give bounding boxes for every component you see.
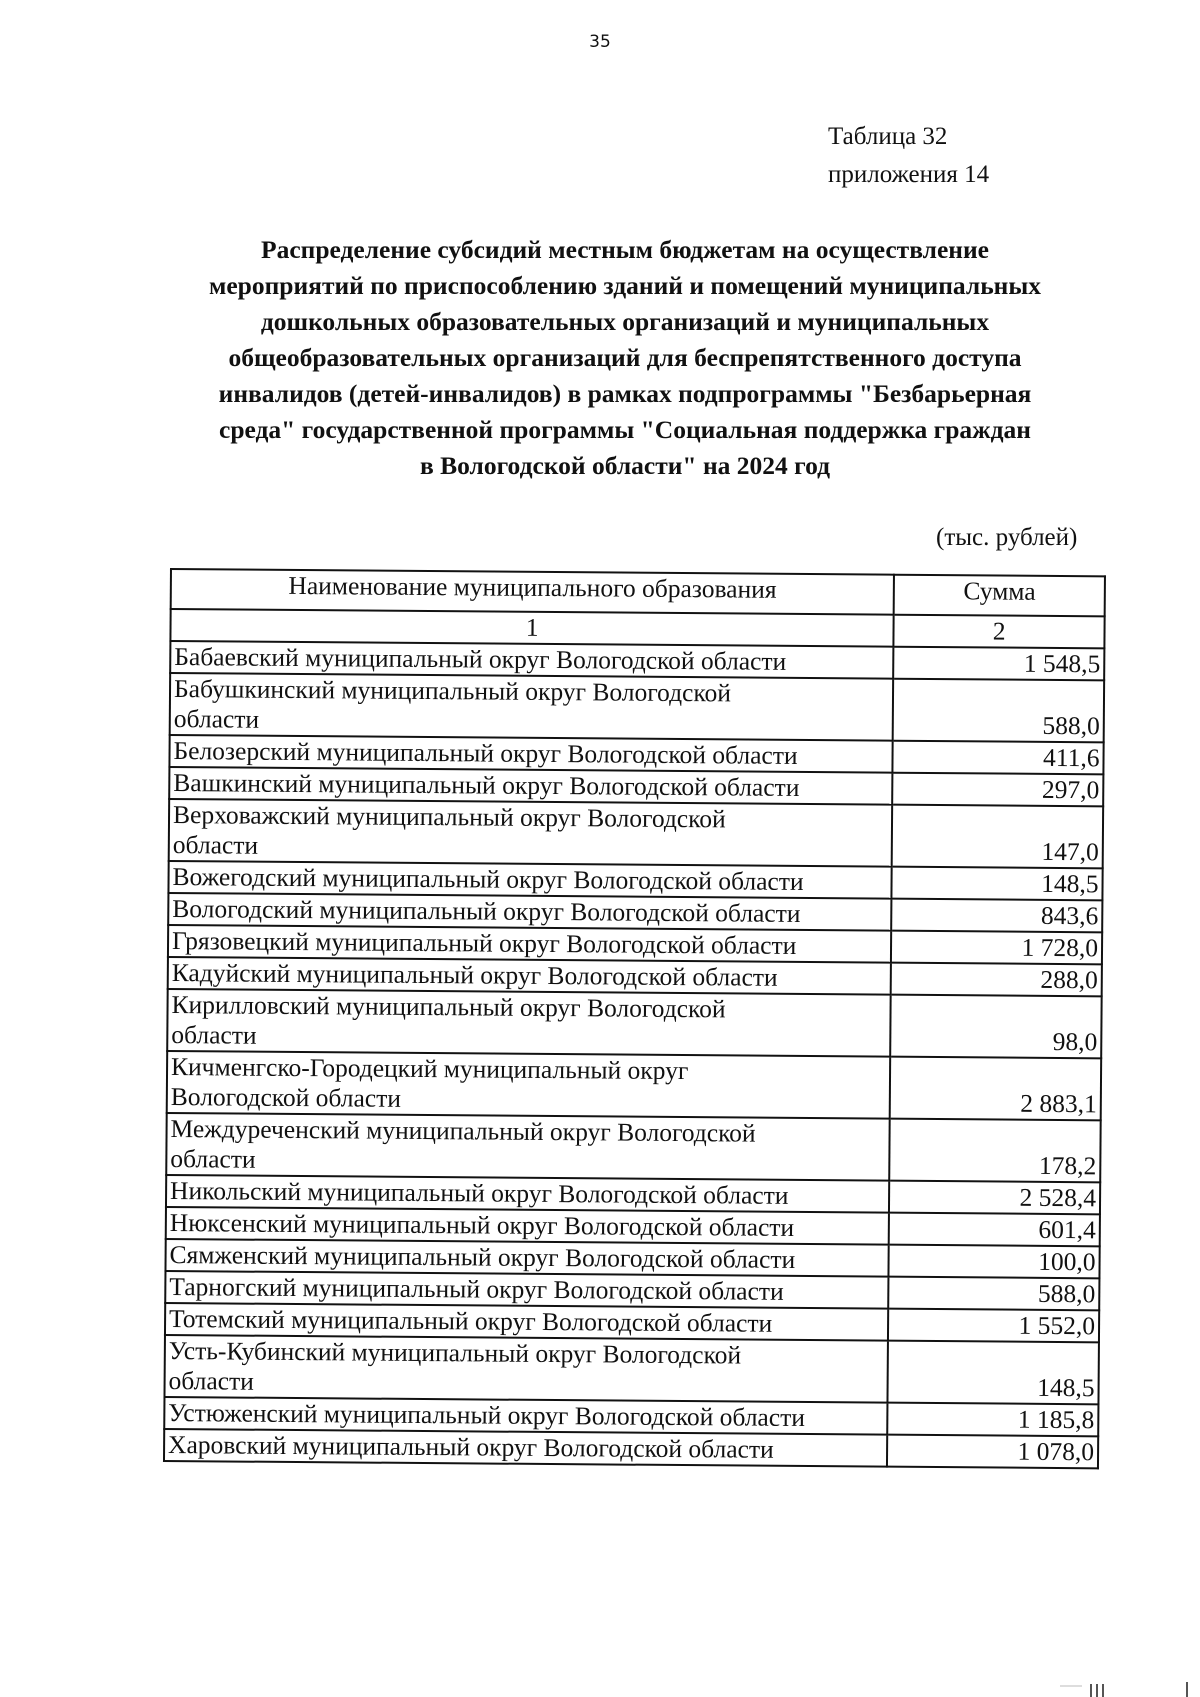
- column-index: 1: [170, 609, 894, 647]
- subsidy-amount: 98,0: [891, 995, 1102, 1059]
- municipality-name-line: Никольский муниципальный округ Вологодской области: [169, 1176, 789, 1210]
- municipality-name: [167, 1051, 891, 1119]
- title-line: дошкольных образовательных организаций и муниципальных: [260, 307, 990, 336]
- table-body: [164, 641, 1104, 1468]
- table-row: [164, 1429, 1098, 1468]
- municipality-name-line: Сямженский муниципальный округ Вологодской области: [169, 1240, 796, 1274]
- scan-artifact: [1060, 1682, 1190, 1697]
- subsidy-amount: 1 728,0: [891, 931, 1102, 965]
- subsidy-amount: 411,6: [893, 741, 1104, 775]
- title-line: мероприятий по приспособлению зданий и помещений муниципальных: [208, 271, 1042, 300]
- column-header-name: Наименование муниципального образования: [171, 569, 895, 615]
- municipality-name-line: Вологодской области: [170, 1082, 402, 1113]
- municipality-name: [166, 1113, 890, 1181]
- municipality-name-line: Грязовецкий муниципальный округ Вологодской области: [171, 926, 797, 960]
- municipality-name-line: области: [168, 1366, 254, 1396]
- subsidy-amount: 297,0: [893, 773, 1104, 807]
- page-number: 35: [589, 32, 611, 52]
- subsidy-amount: 2 883,1: [890, 1057, 1101, 1121]
- municipality-name-line: Тарногский муниципальный округ Вологодской области: [169, 1272, 784, 1306]
- municipality-name-line: Устюженский муниципальный округ Вологодской области: [168, 1398, 806, 1433]
- title-line: в Вологодской области" на 2024 год: [419, 451, 831, 480]
- appendix-reference: приложения 14: [828, 161, 990, 188]
- municipality-name: [164, 1429, 888, 1467]
- subsidy-amount: 1 548,5: [894, 647, 1105, 681]
- table-row: [166, 1113, 1100, 1182]
- table-row: [167, 989, 1101, 1058]
- subsidy-amount: 178,2: [890, 1119, 1101, 1183]
- municipality-name-line: Вашкинский муниципальный округ Вологодской области: [173, 768, 800, 802]
- table-row: [164, 1335, 1098, 1404]
- subsidy-amount: 148,5: [888, 1341, 1099, 1405]
- municipality-name-line: Тотемский муниципальный округ Вологодской области: [168, 1304, 773, 1338]
- subsidy-amount: 843,6: [892, 899, 1103, 933]
- municipality-name-line: области: [171, 1020, 257, 1050]
- municipality-name: [164, 1335, 888, 1403]
- municipality-name-line: Бабушкинский муниципальный округ Вологодской: [173, 674, 732, 708]
- distribution-table: [163, 568, 1106, 1469]
- column-index: 2: [894, 615, 1105, 649]
- municipality-name-line: Кирилловский муниципальный округ Вологодской: [171, 990, 726, 1024]
- municipality-name-line: Междуреченский муниципальный округ Вологодской: [170, 1114, 756, 1148]
- title-line: среда" государственной программы "Социальная поддержка граждан: [219, 415, 1031, 444]
- document-title: [150, 232, 1100, 484]
- column-header-sum: Сумма: [894, 575, 1105, 617]
- municipality-name-line: Кадуйский муниципальный округ Вологодской области: [171, 958, 778, 992]
- table-row: [170, 673, 1104, 742]
- municipality-name-line: Кичменгско-Городецкий муниципальный округ: [170, 1052, 689, 1086]
- subsidy-amount: 1 078,0: [887, 1435, 1098, 1469]
- municipality-name-line: области: [173, 704, 260, 734]
- title-line: инвалидов (детей-инвалидов) в рамках подпрограммы "Безбарьерная: [218, 379, 1032, 408]
- table-reference: [828, 118, 989, 194]
- municipality-name-line: области: [170, 1144, 256, 1174]
- municipality-name-line: Белозерский муниципальный округ Вологодской области: [173, 736, 798, 770]
- municipality-name: [169, 799, 893, 867]
- municipality-name-line: Усть-Кубинский муниципальный округ Вологодской: [168, 1336, 742, 1370]
- subsidy-amount: 588,0: [889, 1277, 1100, 1311]
- subsidy-amount: 100,0: [889, 1245, 1100, 1279]
- municipality-name: [170, 673, 894, 741]
- subsidy-amount: 1 185,8: [888, 1403, 1099, 1437]
- municipality-name-line: Харовский муниципальный округ Вологодской области: [168, 1430, 774, 1464]
- units-label: (тыс. рублей): [936, 524, 1078, 551]
- municipality-name-line: Бабаевский муниципальный округ Вологодской области: [174, 642, 787, 676]
- municipality-name-line: Вологодский муниципальный округ Вологодской области: [172, 894, 801, 928]
- subsidy-amount: 288,0: [891, 963, 1102, 997]
- subsidy-amount: 147,0: [892, 805, 1103, 869]
- municipality-name-line: Нюксенский муниципальный округ Вологодской области: [169, 1208, 795, 1242]
- subsidy-amount: 2 528,4: [889, 1181, 1100, 1215]
- table-number: Таблица 32: [828, 123, 948, 150]
- municipality-name-line: Вожегодский муниципальный округ Вологодской области: [172, 862, 804, 896]
- table-row: [167, 1051, 1101, 1120]
- table-row: [169, 799, 1103, 868]
- subsidy-amount: 1 552,0: [888, 1309, 1099, 1343]
- municipality-name-line: Верховажский муниципальный округ Вологодской: [172, 800, 726, 834]
- title-line: общеобразовательных организаций для беспрепятственного доступа: [228, 343, 1022, 372]
- subsidy-amount: 148,5: [892, 867, 1103, 901]
- municipality-name-line: области: [172, 830, 259, 860]
- subsidy-amount: 588,0: [893, 679, 1104, 743]
- municipality-name: [167, 989, 891, 1057]
- title-line: Распределение субсидий местным бюджетам на осуществление: [261, 235, 989, 264]
- subsidy-amount: 601,4: [889, 1213, 1100, 1247]
